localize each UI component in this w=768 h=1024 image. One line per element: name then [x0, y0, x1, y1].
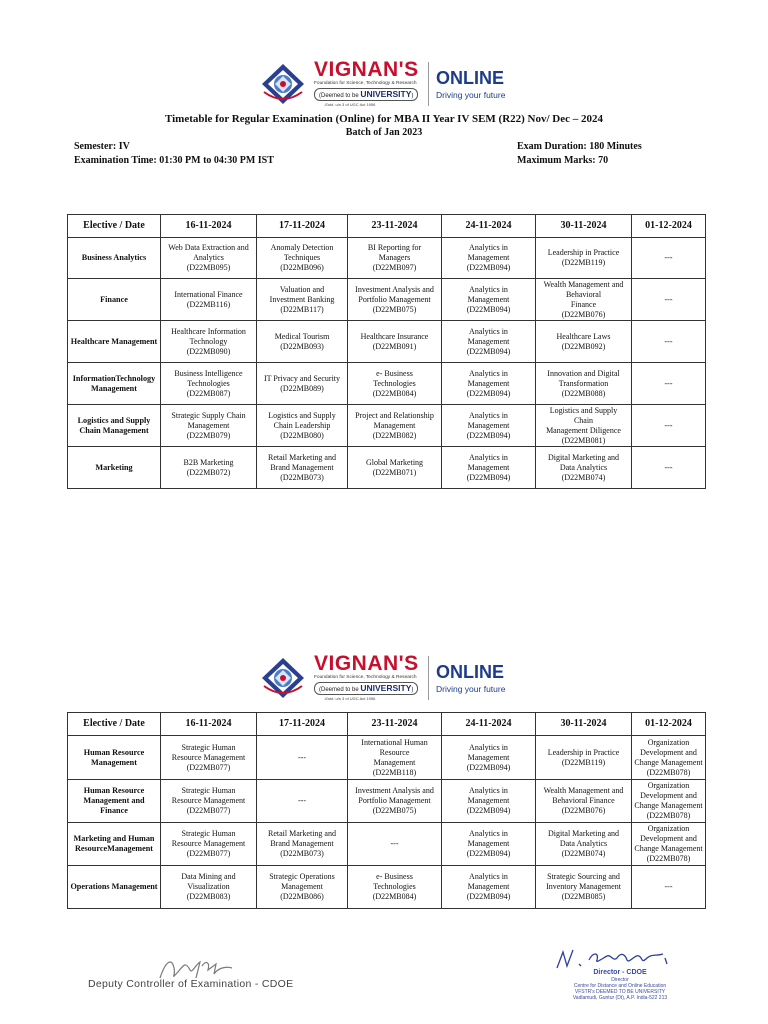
batch-text: Batch of Jan 2023 [345, 127, 423, 138]
exam-cell-line: (D22MB086) [280, 892, 324, 901]
brand-foundation-text: Foundation for Science, Technology & Research [314, 81, 417, 86]
exam-cell-line: Technologies [373, 882, 416, 891]
exam-cell [161, 780, 257, 823]
exam-cell [348, 405, 442, 447]
exam-cell-line: Managers [378, 253, 411, 262]
exam-cell-line: (D22MB077) [186, 849, 231, 858]
exam-cell [536, 279, 632, 321]
exam-cell-line: Technology [189, 336, 228, 346]
exam-cell-line: Digital Marketing and [547, 452, 620, 462]
exam-cell-line: Web Data Extraction and [168, 243, 249, 252]
exam-cell-line: Wealth Management and [543, 786, 624, 795]
table-row [68, 405, 706, 447]
exam-cell-line: (D22MB073) [280, 472, 324, 482]
exam-cell-line: (D22MB075) [372, 806, 417, 815]
elective-name: Human Resource Management and Finance [68, 780, 161, 823]
exam-cell [257, 321, 348, 363]
exam-cell-line: BI Reporting for [367, 243, 422, 252]
exam-cell-line: Analytics in [469, 872, 508, 881]
exam-cell [442, 238, 536, 279]
exam-cell-line: Anomaly Detection [270, 243, 334, 252]
exam-cell-line: (D22MB094) [466, 472, 511, 482]
tagline: Driving your future [436, 684, 506, 694]
exam-cell [632, 736, 706, 780]
exam-cell-line: (D22MB096) [280, 263, 324, 272]
exam-cell-line: Retail Marketing and [268, 829, 336, 838]
exam-cell-line: Organization [647, 737, 690, 747]
exam-cell-line: --- [664, 420, 673, 430]
exam-cell-line: Development and [640, 791, 697, 800]
column-header-date: 30-11-2024 [536, 713, 632, 736]
exam-cell-line: Inventory Management [546, 882, 621, 891]
exam-cell-line: (D22MB078) [646, 854, 691, 863]
exam-cell-line: Leadership in Practice [547, 747, 620, 757]
exam-cell [632, 823, 706, 866]
exam-cell [348, 238, 442, 279]
exam-cell [161, 823, 257, 866]
exam-cell-line: Wealth Management and [543, 279, 624, 289]
exam-cell [161, 363, 257, 405]
exam-cell-line: (D22MB094) [466, 430, 511, 440]
exam-cell-line: (D22MB084) [372, 892, 417, 901]
exam-cell [161, 736, 257, 780]
exam-cell-line: Management [467, 796, 510, 805]
exam-cell-line: --- [664, 882, 673, 891]
exam-cell-line: Change Management [634, 757, 703, 767]
exam-cell-line: Brand Management [270, 839, 334, 848]
exam-cell [536, 405, 632, 447]
deputy-controller-signature-block [86, 954, 346, 998]
column-header-elective: Elective / Date [68, 713, 161, 736]
exam-cell-line: Chain Leadership [273, 420, 331, 430]
exam-cell-line: (D22MB085) [561, 892, 606, 901]
exam-cell-line: --- [664, 462, 673, 472]
exam-cell-line: Analytics in [469, 829, 508, 838]
director-signature-block [545, 946, 705, 1016]
exam-cell [257, 736, 348, 780]
exam-cell-line: Management [467, 336, 510, 346]
exam-cell [442, 363, 536, 405]
estd-text: -Estd. u/s 3 of UGC Act 1956 [324, 696, 376, 701]
exam-cell-line: Leadership in Practice [547, 248, 620, 257]
exam-cell-line: (D22MB094) [466, 346, 511, 356]
exam-cell-line: (D22MB119) [561, 757, 606, 767]
exam-duration-text: Exam Duration: 180 Minutes [517, 141, 642, 152]
exam-cell-line: Portfolio Management [358, 796, 431, 805]
exam-cell-line: --- [298, 752, 306, 762]
deemed-university-badge: (Deemed to be UNIVERSITY) [314, 682, 418, 695]
elective-name: Finance [68, 279, 161, 321]
exam-cell-line: (D22MB094) [466, 388, 511, 398]
table-row [68, 363, 706, 405]
exam-cell [348, 780, 442, 823]
table-row [68, 279, 706, 321]
exam-cell-line: Behavioral Finance [552, 796, 615, 805]
table-row [68, 780, 706, 823]
exam-cell-line: Analytics in [469, 243, 508, 252]
column-header-date: 01-12-2024 [632, 713, 706, 736]
table-header-row [68, 713, 706, 736]
exam-cell-line: Analytics in [469, 284, 508, 294]
exam-cell [632, 780, 706, 823]
exam-cell [536, 363, 632, 405]
exam-cell-line: Analytics in [469, 326, 508, 336]
exam-cell [161, 866, 257, 909]
exam-cell-line: (D22MB119) [561, 258, 606, 267]
column-header-date: 23-11-2024 [348, 215, 442, 238]
exam-cell-line: (D22MB077) [186, 806, 231, 815]
exam-cell-line: Technologies [373, 378, 416, 388]
exam-cell-line: --- [298, 796, 306, 805]
exam-cell-line: IT Privacy and Security [263, 373, 341, 383]
exam-cell-line: Strategic Operations [269, 872, 335, 881]
exam-cell-line: (D22MB090) [186, 346, 231, 356]
exam-cell-line: Resource Management [171, 839, 246, 848]
exam-cell-line: Technologies [187, 378, 230, 388]
exam-cell-line: (D22MB083) [186, 892, 231, 901]
exam-cell-line: (D22MB094) [466, 849, 511, 858]
table-row [68, 823, 706, 866]
exam-cell [632, 866, 706, 909]
exam-cell [442, 823, 536, 866]
exam-cell-line: (D22MB094) [466, 762, 511, 772]
exam-cell-line: Organization [647, 781, 690, 790]
exam-cell-line: Investment Banking [269, 294, 335, 304]
exam-cell-line: Management [467, 253, 510, 262]
column-header-date: 24-11-2024 [442, 713, 536, 736]
exam-cell-line: (D22MB095) [186, 263, 231, 272]
column-header-date: 24-11-2024 [442, 215, 536, 238]
elective-name: Human Resource Management [68, 736, 161, 780]
exam-cell-line: Analytics in [469, 742, 508, 752]
exam-cell [632, 321, 706, 363]
exam-cell-line: Portfolio Management [358, 294, 431, 304]
exam-cell-line: International Finance [174, 289, 243, 299]
exam-cell [536, 823, 632, 866]
deemed-university-badge: (Deemed to be UNIVERSITY) [314, 88, 418, 101]
logo-divider [428, 62, 429, 106]
exam-cell [536, 736, 632, 780]
exam-cell [442, 736, 536, 780]
semester-text: Semester: IV [74, 141, 130, 152]
exam-cell-line: Change Management [634, 801, 703, 810]
exam-cell [632, 279, 706, 321]
exam-cell [161, 447, 257, 489]
exam-cell-line: (D22MB093) [280, 341, 324, 351]
exam-cell [536, 866, 632, 909]
elective-name: Operations Management [68, 866, 161, 909]
elective-name: Marketing [68, 447, 161, 489]
exam-cell-line: Analytics in [469, 786, 508, 795]
tagline: Driving your future [436, 90, 506, 100]
exam-time-text: Examination Time: 01:30 PM to 04:30 PM IST [74, 155, 274, 166]
table-row [68, 238, 706, 279]
exam-cell-line: Business Intelligence [174, 368, 243, 378]
exam-cell [348, 321, 442, 363]
exam-cell-line: Strategic Supply Chain [171, 410, 246, 420]
exam-cell-line: --- [664, 336, 673, 346]
column-header-elective: Elective / Date [68, 215, 161, 238]
brand-name: VIGNAN'S [314, 652, 419, 675]
exam-cell-line: (D22MB075) [372, 304, 417, 314]
table-header-row [68, 215, 706, 238]
exam-cell [257, 405, 348, 447]
exam-cell-line: (D22MB082) [372, 430, 417, 440]
exam-cell-line: Management [467, 752, 510, 762]
exam-cell [257, 279, 348, 321]
column-header-date: 30-11-2024 [536, 215, 632, 238]
exam-cell-line: Management [467, 378, 510, 388]
exam-cell [632, 238, 706, 279]
timetable-part-1 [67, 214, 706, 489]
exam-cell [161, 405, 257, 447]
brand-foundation-text: Foundation for Science, Technology & Research [314, 675, 417, 680]
vignans-emblem-icon [258, 656, 308, 700]
exam-cell-line: Development and [640, 834, 697, 843]
elective-name: Logistics and Supply Chain Management [68, 405, 161, 447]
exam-cell-line: Analytics [193, 253, 224, 262]
logo-divider [428, 656, 429, 700]
exam-cell [161, 238, 257, 279]
table-row [68, 866, 706, 909]
exam-cell [348, 447, 442, 489]
elective-name: Healthcare Management [68, 321, 161, 363]
exam-cell-line: e- Business [376, 872, 413, 881]
exam-cell-line: Investment Analysis and [355, 284, 434, 294]
exam-cell-line: --- [390, 839, 399, 848]
exam-cell-line: (D22MB116) [186, 299, 231, 309]
exam-cell-line: Development and [640, 747, 697, 757]
exam-cell-line: Digital Marketing and [547, 829, 620, 838]
exam-cell-line: (D22MB094) [466, 263, 511, 272]
exam-cell [632, 405, 706, 447]
exam-cell-line: Management [373, 757, 416, 767]
exam-cell-line: (D22MB073) [280, 849, 324, 858]
exam-cell-line: e- Business [376, 368, 413, 378]
exam-cell [536, 238, 632, 279]
exam-cell-line: Data Analytics [559, 462, 608, 472]
exam-cell-line: Healthcare Laws [556, 331, 611, 341]
exam-cell [442, 405, 536, 447]
exam-cell-line: (D22MB089) [280, 383, 324, 393]
exam-cell-line: Analytics in [469, 410, 508, 420]
exam-cell-line: Management [373, 420, 416, 430]
exam-cell [257, 447, 348, 489]
estd-text: -Estd. u/s 3 of UGC Act 1956 [324, 102, 376, 107]
table-row [68, 321, 706, 363]
deputy-controller-label: Deputy Controller of Examination - CDOE [88, 978, 294, 990]
exam-cell-line: (D22MB091) [372, 341, 417, 351]
max-marks-text: Maximum Marks: 70 [517, 155, 609, 166]
elective-name: InformationTechnology Management [68, 363, 161, 405]
exam-cell [257, 823, 348, 866]
exam-cell-line: (D22MB117) [280, 304, 324, 314]
exam-cell-line: Strategic Human [181, 742, 236, 752]
exam-cell [161, 321, 257, 363]
exam-cell-line: Global Marketing [365, 457, 424, 467]
document-title: Timetable for Regular Examination (Online) for MBA II Year IV SEM (R22) Nov/ Dec – 2024 [164, 113, 604, 125]
exam-cell-line: (D22MB094) [466, 304, 511, 314]
exam-cell-line: Behavioral [565, 289, 602, 299]
exam-cell [442, 279, 536, 321]
elective-name: Business Analytics [68, 238, 161, 279]
column-header-date: 17-11-2024 [257, 215, 348, 238]
exam-cell-line: Logistics and Supply [268, 410, 336, 420]
exam-cell-line: Brand Management [270, 462, 334, 472]
exam-cell-line: International Human [361, 737, 428, 747]
exam-cell-line: Healthcare Information [171, 326, 246, 336]
exam-cell [257, 363, 348, 405]
exam-cell-line: (D22MB087) [186, 388, 231, 398]
exam-cell-line: (D22MB081) [561, 435, 606, 445]
exam-cell-line: Management [467, 462, 510, 472]
exam-cell [632, 363, 706, 405]
exam-cell-line: Organization [647, 824, 690, 833]
brand-name: VIGNAN'S [314, 58, 419, 81]
exam-cell-line: (D22MB084) [372, 388, 417, 398]
exam-cell [257, 780, 348, 823]
director-role: Director - CDOE [593, 969, 647, 976]
vignans-online-logo [258, 654, 510, 702]
exam-cell-line: B2B Marketing [183, 457, 234, 467]
exam-cell [536, 780, 632, 823]
exam-cell-line: Strategic Human [181, 829, 236, 838]
exam-cell-line: Logistics and Supply [549, 405, 618, 415]
exam-cell-line: Data Mining and [181, 872, 236, 881]
column-header-date: 01-12-2024 [632, 215, 706, 238]
exam-cell-line: (D22MB092) [561, 341, 606, 351]
director-stamp: Director - CDOE Director Centre for Distance and Online Education VFSTR's DEEMED TO BE UNIVERSITY Vadlamudi, Guntur (Dt), A.P. India-522 213 [545, 968, 695, 1001]
exam-cell [536, 321, 632, 363]
column-header-date: 23-11-2024 [348, 713, 442, 736]
exam-cell-line: Valuation and [279, 284, 325, 294]
exam-cell-line: Strategic Sourcing and [547, 872, 620, 881]
vignans-emblem-icon [258, 62, 308, 106]
exam-cell-line: Innovation and Digital [547, 368, 620, 378]
exam-cell-line: Strategic Human [181, 786, 236, 795]
exam-cell-line: (D22MB118) [372, 767, 417, 777]
exam-cell-line: Management [467, 839, 510, 848]
exam-cell-line: Visualization [187, 882, 230, 891]
exam-cell [442, 447, 536, 489]
exam-cell-line: Data Analytics [559, 839, 608, 848]
exam-cell-line: (D22MB078) [646, 767, 691, 777]
timetable-part-2 [67, 712, 706, 909]
online-wordmark: ONLINE [436, 68, 505, 88]
exam-cell-line: (D22MB079) [186, 430, 231, 440]
exam-cell-line: --- [664, 294, 673, 304]
exam-cell-line: (D22MB076) [561, 806, 606, 815]
exam-cell [348, 866, 442, 909]
exam-cell-line: Resource Management [171, 752, 246, 762]
exam-cell [348, 279, 442, 321]
exam-cell [442, 780, 536, 823]
table-row [68, 447, 706, 489]
exam-cell-line: (D22MB094) [466, 806, 511, 815]
exam-cell-line: Management [187, 420, 230, 430]
exam-cell-line: Management [281, 882, 323, 891]
exam-cell-line: Resource [379, 747, 410, 757]
exam-cell [161, 279, 257, 321]
exam-cell-line: Management [467, 882, 510, 891]
exam-cell-line: (D22MB094) [466, 892, 511, 901]
exam-cell-line: (D22MB074) [561, 472, 606, 482]
exam-cell [257, 238, 348, 279]
exam-cell-line: Management [467, 420, 510, 430]
elective-name: Marketing and Human ResourceManagement [68, 823, 161, 866]
exam-cell-line: Management [467, 294, 510, 304]
exam-cell [442, 866, 536, 909]
exam-cell [442, 321, 536, 363]
table-row [68, 736, 706, 780]
exam-cell-line: (D22MB080) [280, 430, 324, 440]
exam-cell [632, 447, 706, 489]
exam-cell [348, 363, 442, 405]
exam-cell-line: (D22MB071) [372, 467, 417, 477]
exam-cell [348, 736, 442, 780]
exam-cell-line: (D22MB072) [186, 467, 231, 477]
exam-cell-line: Project and Relationship [355, 410, 434, 420]
exam-cell-line: Management Diligence [546, 425, 621, 435]
exam-cell-line: --- [664, 253, 673, 262]
exam-cell [536, 447, 632, 489]
exam-cell-line: Resource Management [171, 796, 246, 805]
exam-cell-line: Analytics in [469, 368, 508, 378]
exam-cell-line: Techniques [283, 253, 321, 262]
column-header-date: 16-11-2024 [161, 713, 257, 736]
exam-cell-line: --- [664, 378, 673, 388]
exam-cell-line: (D22MB076) [561, 309, 606, 319]
exam-cell-line: Analytics in [469, 452, 508, 462]
exam-cell-line: (D22MB097) [372, 263, 417, 272]
vignans-online-logo [258, 60, 510, 108]
exam-cell-line: Healthcare Insurance [360, 331, 429, 341]
exam-cell [348, 823, 442, 866]
column-header-date: 17-11-2024 [257, 713, 348, 736]
exam-cell-line: Medical Tourism [274, 331, 330, 341]
exam-cell-line: Finance [570, 299, 597, 309]
exam-cell-line: (D22MB074) [561, 849, 606, 858]
exam-cell-line: Chain [573, 415, 594, 425]
exam-cell-line: (D22MB078) [646, 811, 691, 820]
column-header-date: 16-11-2024 [161, 215, 257, 238]
exam-cell-line: Retail Marketing and [268, 452, 336, 462]
exam-cell-line: (D22MB077) [186, 762, 231, 772]
exam-cell-line: (D22MB088) [561, 388, 606, 398]
exam-cell-line: Transformation [558, 378, 609, 388]
online-wordmark: ONLINE [436, 662, 505, 682]
exam-cell-line: Change Management [634, 844, 703, 853]
exam-cell-line: Investment Analysis and [355, 786, 434, 795]
exam-cell [257, 866, 348, 909]
